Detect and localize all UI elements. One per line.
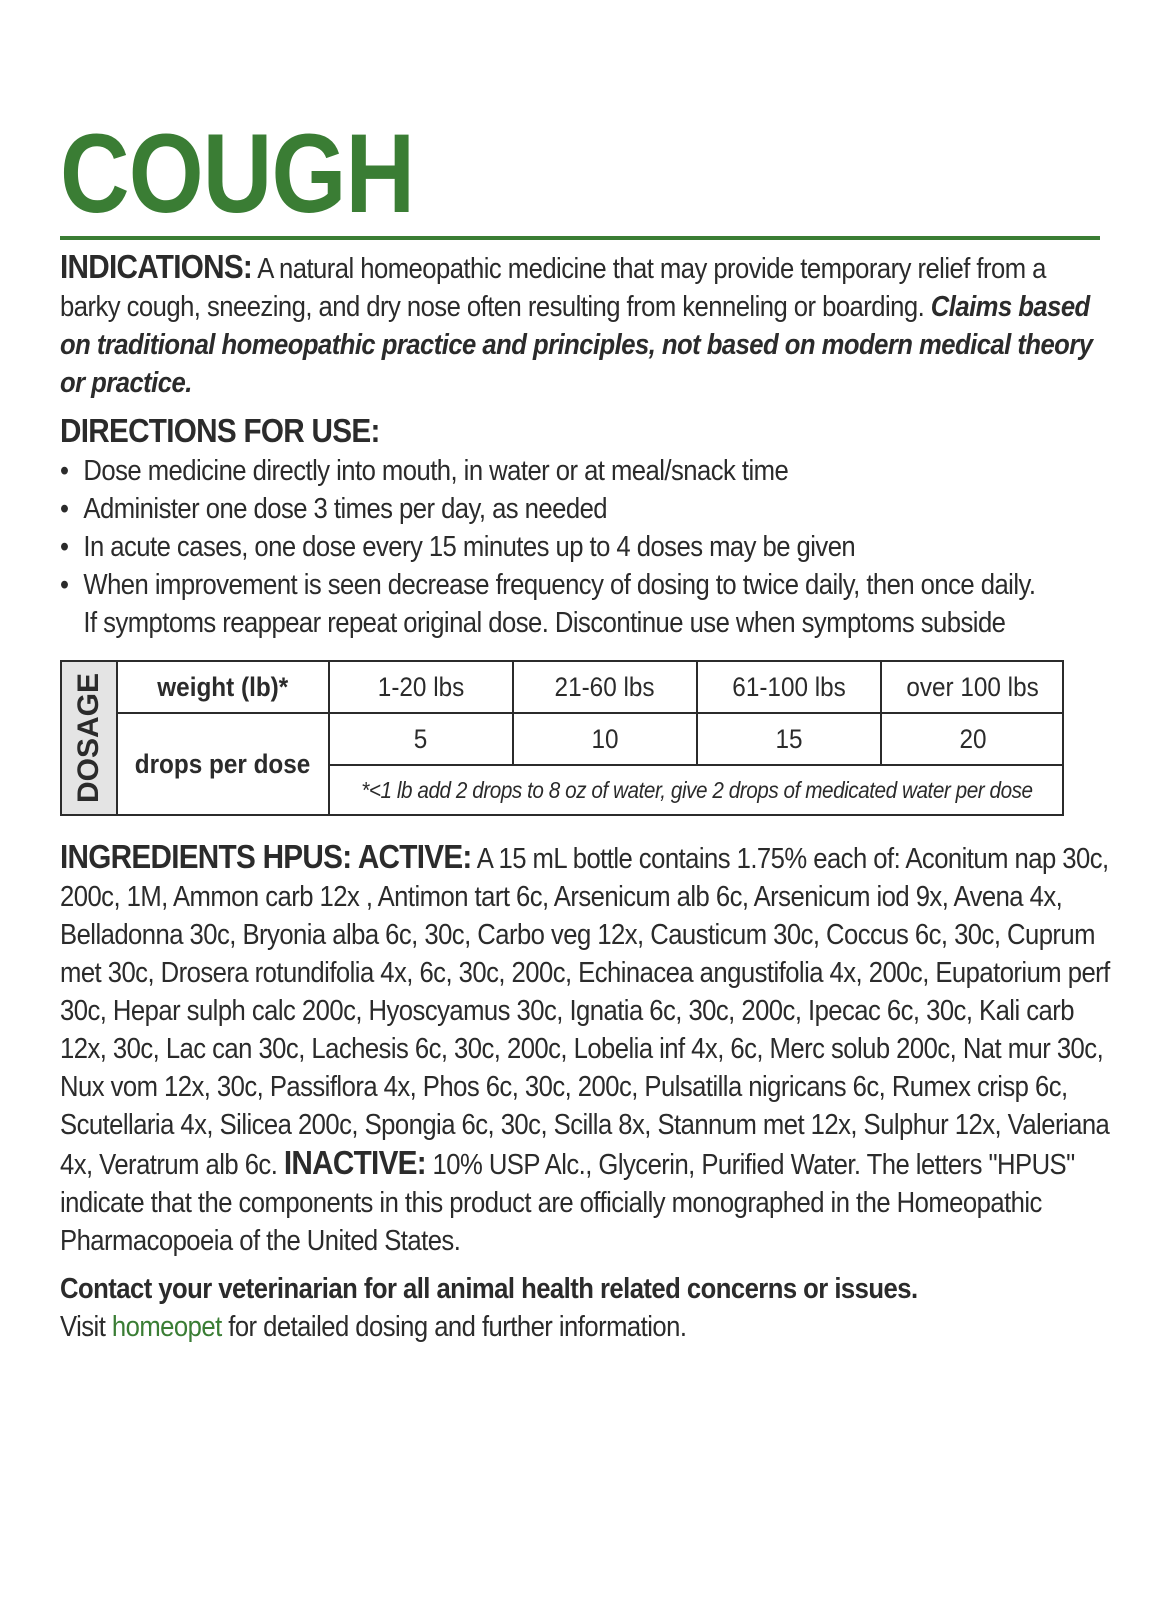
directions-section bbox=[60, 452, 1086, 642]
weight-cell: 61-100 lbs bbox=[732, 671, 846, 702]
visit-prefix: Visit bbox=[60, 1311, 112, 1343]
ingredients-heading: INGREDIENTS HPUS: ACTIVE: bbox=[60, 838, 472, 875]
list-item: • When improvement is seen decrease frequency of dosing to twice daily, then once daily. If symptoms reappear repeat original dose. Discontinue use when symptoms subside bbox=[60, 566, 1037, 642]
page-title: COUGH bbox=[60, 111, 415, 236]
weight-row-header: weight (lb)* bbox=[157, 671, 289, 702]
ingredients-section bbox=[60, 838, 1113, 1260]
dosage-side-label bbox=[62, 662, 118, 814]
directions-heading: DIRECTIONS FOR USE: bbox=[60, 412, 380, 449]
drops-row-header: drops per dose bbox=[135, 748, 311, 779]
dosage-table bbox=[60, 660, 1064, 816]
active-ingredients: A 15 mL bottle contains 1.75% each of: Aconitum nap 30c, 200c, 1M, Ammon carb 12x , Antimon tart 6c, Arsenicum alb 6c, Arsenicum iod 9x, Avena 4x, Belladonna 30c, Bryonia alba 6c, 30c, Carbo veg 12x, Causticum 30c, Coccus 6c, 30c, Cuprum met 30c, Drosera rotundifolia 4x, 6c, 30c, 200c, Echinacea angustifolia 4x, 200c, Eupatorium perf 30c, Hepar sulph calc 200c, Hyoscyamus 30c, Ignatia 6c, 30c, 200c, Ipecac 6c, 30c, Kali carb 12x, 30c, Lac can 30c, Lachesis 6c, 30c, 200c, Lobelia inf 4x, 6c, Merc solub 200c, Nat mur 30c, Nux vom 12x, 30c, Passiflora 4x, Phos 6c, 30c, 200c, Pulsatilla nigricans 6c, Rumex crisp 6c, Scutellaria 4x, Silicea 200c, Spongia 6c, 30c, Scilla 8x, Stannum met 12x, Sulphur 12x, Valeriana 4x, Veratrum alb 6c. bbox=[60, 843, 1110, 1181]
contact-vet-notice: Contact your veterinarian for all animal health related concerns or issues. bbox=[60, 1273, 918, 1305]
indications-section bbox=[60, 248, 1100, 402]
list-item: • In acute cases, one dose every 15 minutes up to 4 doses may be given bbox=[60, 528, 1086, 566]
title-divider bbox=[60, 236, 1100, 240]
drops-cell: 15 bbox=[775, 723, 803, 754]
drops-cell: 20 bbox=[959, 723, 987, 754]
drops-cell: 5 bbox=[414, 723, 428, 754]
list-item: • Dose medicine directly into mouth, in water or at meal/snack time bbox=[60, 452, 1086, 490]
directions-list bbox=[60, 452, 1086, 642]
weight-cell: over 100 lbs bbox=[906, 671, 1040, 702]
label-page bbox=[60, 111, 1110, 1346]
visit-line bbox=[60, 1308, 1113, 1346]
weight-cell: 21-60 lbs bbox=[555, 671, 655, 702]
claims-disclaimer: Claims based on traditional homeopathic practice and principles, not based on modern medical theory or practice. bbox=[60, 291, 1093, 399]
list-item: • Administer one dose 3 times per day, as needed bbox=[60, 490, 1086, 528]
homeopet-link[interactable]: homeopet bbox=[111, 1311, 222, 1343]
visit-suffix: for detailed dosing and further information. bbox=[221, 1311, 687, 1343]
weight-cell: 1-20 lbs bbox=[377, 671, 465, 702]
indications-text: A natural homeopathic medicine that may provide temporary relief from a barky cough, sneezing, and dry nose often resulting from kenneling or boarding. bbox=[60, 253, 1046, 323]
dosage-label-text: DOSAGE bbox=[72, 672, 105, 804]
inactive-heading: INACTIVE: bbox=[283, 1144, 426, 1181]
drops-cell: 10 bbox=[591, 723, 619, 754]
indications-heading: INDICATIONS: bbox=[60, 248, 253, 285]
dosage-note: *<1 lb add 2 drops to 8 oz of water, give 2 drops of medicated water per dose bbox=[361, 776, 1033, 803]
contact-section bbox=[60, 1270, 1113, 1346]
inactive-ingredients: 10% USP Alc., Glycerin, Purified Water. The letters "HPUS" indicate that the components in this product are officially monographed in the Homeopathic Pharmacopoeia of the United States. bbox=[60, 1149, 1075, 1257]
